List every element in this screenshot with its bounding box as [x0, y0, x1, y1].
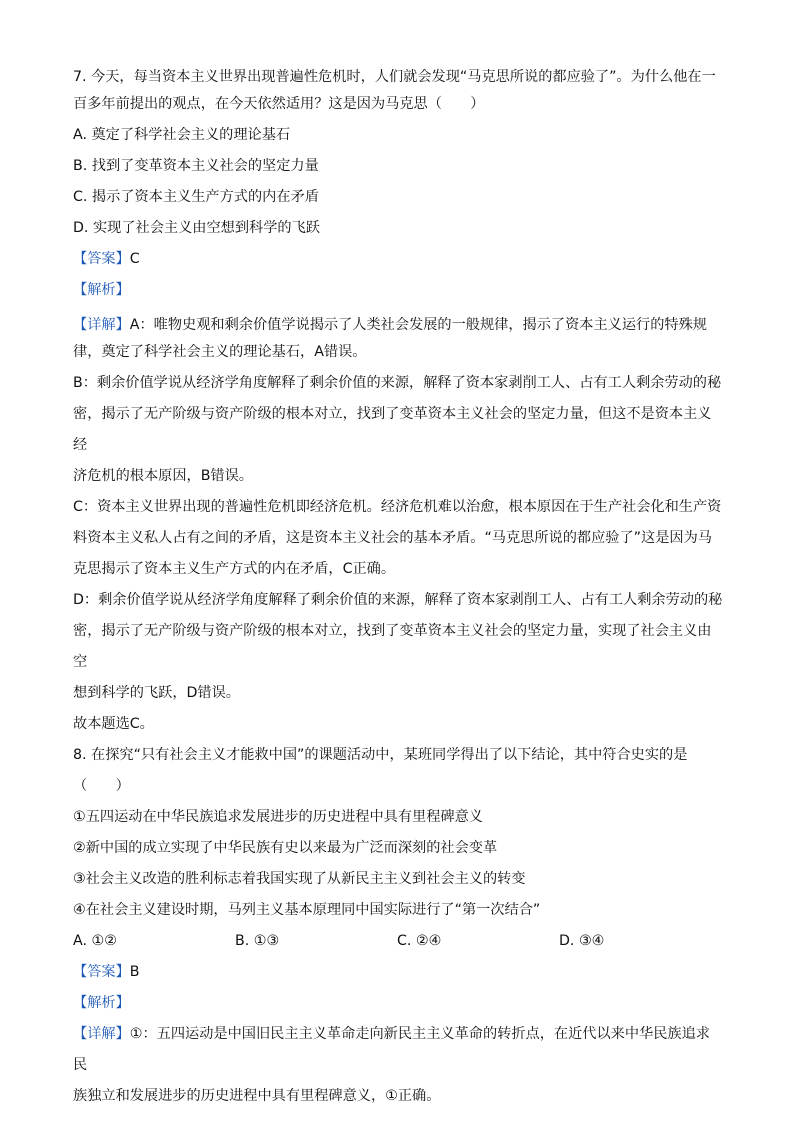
option-a: A. 奠定了科学社会主义的理论基石	[73, 127, 291, 143]
detail-line: 料资本主义私人占有之间的矛盾，这是资本主义社会的基本矛盾。“马克思所说的都应验了”这是因为马	[73, 530, 712, 546]
option-d: D. 实现了社会主义由空想到科学的飞跃	[73, 220, 320, 236]
detail-line: C：资本主义世界出现的普遍性危机即经济危机。经济危机难以治愈，根本原因在于生产社会化和生产资	[73, 499, 722, 515]
option-b: B. 找到了变革资本主义社会的坚定力量	[73, 158, 319, 174]
analysis-tag: 【解析】	[73, 282, 130, 298]
detail-line: 律，奠定了科学社会主义的理论基石，A错误。	[73, 344, 367, 360]
question-7	[73, 66, 723, 740]
detail-text: A：唯物史观和剩余价值学说揭示了人类社会发展的一般规律，揭示了资本主义运行的特殊规	[129, 317, 707, 333]
options-row	[73, 926, 723, 957]
statement-4: ④在社会主义建设时期，马列主义基本原理同中国实际进行了“第一次结合”	[73, 902, 541, 918]
question-8	[73, 740, 723, 1112]
detail-text: ①：五四运动是中国旧民主主义革命走向新民主主义革命的转折点，在近代以来中华民族追求民	[73, 1026, 710, 1073]
question-stem: （ ）	[73, 778, 130, 794]
option-d: D. ③④	[559, 933, 605, 949]
question-stem: 7. 今天，每当资本主义世界出现普遍性危机时，人们就会发现“马克思所说的都应验了”。为什么他在一	[73, 69, 716, 85]
detail-line: 济危机的根本原因，B错误。	[73, 468, 253, 484]
analysis-tag: 【解析】	[73, 995, 130, 1011]
answer-value: C	[129, 251, 140, 267]
detail-line: B：剩余价值学说从经济学角度解释了剩余价值的来源，解释了资本家剥削工人、占有工人剩余劳动的秘	[73, 375, 722, 391]
answer-line	[73, 957, 723, 988]
conclusion: 故本题选C。	[73, 716, 154, 732]
detail-line: 密，揭示了无产阶级与资产阶级的根本对立，找到了变革资本主义社会的坚定力量，实现了社会主义由空	[73, 623, 712, 670]
detail-line: D：剩余价值学说从经济学角度解释了剩余价值的来源，解释了资本家剥削工人、占有工人剩余劳动的秘	[73, 592, 723, 608]
option-c: C. 揭示了资本主义生产方式的内在矛盾	[73, 189, 319, 205]
detail-line: 密，揭示了无产阶级与资产阶级的根本对立，找到了变革资本主义社会的坚定力量，但这不是资本主义经	[73, 406, 712, 453]
statement-1: ①五四运动在中华民族追求发展进步的历史进程中具有里程碑意义	[73, 809, 483, 825]
detail-line	[73, 314, 723, 337]
statement-2: ②新中国的成立实现了中华民族有史以来最为广泛而深刻的社会变革	[73, 840, 498, 856]
question-stem: 8. 在探究“只有社会主义才能救中国”的课题活动中，某班同学得出了以下结论，其中符合史实的是	[73, 747, 688, 763]
detail-line	[73, 1019, 723, 1081]
option-c: C. ②④	[397, 933, 442, 949]
answer-line	[73, 244, 723, 275]
question-stem: 百多年前提出的观点，在今天依然适用？这是因为马克思（ ）	[73, 96, 485, 112]
answer-value: B	[129, 964, 140, 980]
detail-line: 克思揭示了资本主义生产方式的内在矛盾，C正确。	[73, 561, 396, 577]
detail-tag: 【详解】	[73, 1026, 130, 1042]
option-a: A. ①②	[73, 933, 117, 949]
option-b: B. ①③	[235, 933, 280, 949]
statement-3: ③社会主义改造的胜利标志着我国实现了从新民主主义到社会主义的转变	[73, 871, 526, 887]
detail-line: 想到科学的飞跃，D错误。	[73, 685, 240, 701]
detail-line: 族独立和发展进步的历史进程中具有里程碑意义，①正确。	[73, 1088, 441, 1104]
page-content	[73, 66, 723, 1112]
answer-tag: 【答案】	[73, 251, 130, 267]
answer-tag: 【答案】	[73, 964, 130, 980]
detail-tag: 【详解】	[73, 317, 130, 333]
